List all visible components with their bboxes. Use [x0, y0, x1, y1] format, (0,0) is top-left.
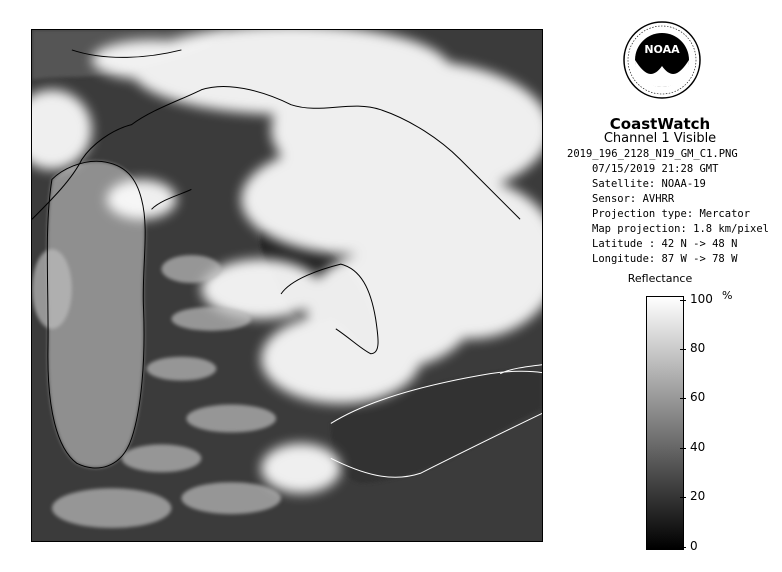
satellite-text: Satellite: NOAA-19: [592, 178, 706, 190]
reflectance-colorbar: [646, 296, 684, 550]
datetime-text: 07/15/2019 21:28 GMT: [592, 163, 719, 175]
longitude-text: Longitude: 87 W -> 78 W: [592, 253, 738, 265]
latitude-text: Latitude : 42 N -> 48 N: [592, 238, 738, 250]
tick-label-20: 20: [690, 489, 706, 503]
tick-label-40: 40: [690, 440, 706, 454]
noaa-logo: [622, 20, 702, 100]
tick-mark: [680, 497, 686, 498]
sensor-text: Sensor: AVHRR: [592, 193, 675, 205]
satellite-image: [31, 29, 543, 542]
tick-mark: [680, 547, 686, 548]
tick-mark: [680, 398, 686, 399]
tick-label-80: 80: [690, 341, 706, 355]
tick-mark: [680, 300, 686, 301]
app-title: CoastWatch: [609, 115, 711, 133]
sidebar: [560, 0, 782, 572]
tick-label-0: 0: [690, 539, 698, 553]
tick-mark: [680, 349, 686, 350]
filename-text: 2019_196_2128_N19_GM_C1.PNG: [567, 148, 738, 160]
projection-type-text: Projection type: Mercator: [592, 208, 751, 220]
tick-label-60: 60: [690, 390, 706, 404]
logo-text: NOAA: [644, 43, 680, 56]
map-projection-text: Map projection: 1.8 km/pixel: [592, 223, 770, 235]
channel-subtitle: Channel 1 Visible: [603, 131, 717, 146]
tick-label-100: 100: [690, 292, 713, 306]
legend-unit: %: [722, 289, 733, 302]
legend-title: Reflectance: [627, 272, 693, 285]
tick-mark: [680, 448, 686, 449]
